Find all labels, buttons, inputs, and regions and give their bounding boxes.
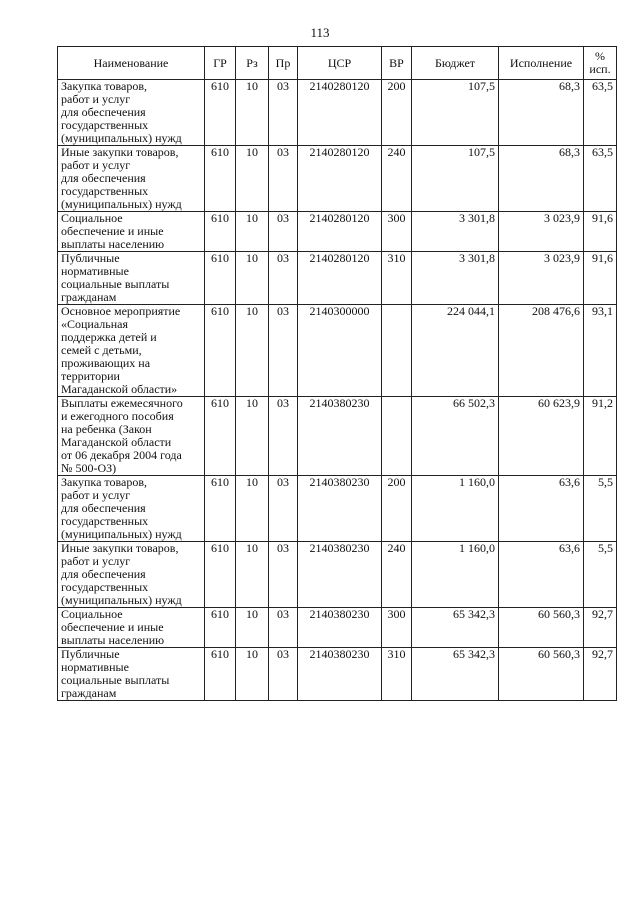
table-row xyxy=(58,146,617,212)
cell-pct: 91,6 xyxy=(584,212,617,252)
cell-csr: 2140380230 xyxy=(298,476,382,542)
cell-name: Основное мероприятие «Социальная поддержка детей и семей с детьми, проживающих на территории Магаданской области» xyxy=(58,305,205,397)
cell-budget: 224 044,1 xyxy=(412,305,499,397)
cell-name: Публичные нормативные социальные выплаты гражданам xyxy=(58,648,205,701)
cell-rz: 10 xyxy=(236,305,269,397)
header-vr: ВР xyxy=(382,47,412,80)
cell-gr: 610 xyxy=(205,397,236,476)
cell-csr: 2140380230 xyxy=(298,397,382,476)
cell-vr: 300 xyxy=(382,608,412,648)
cell-rz: 10 xyxy=(236,80,269,146)
cell-pr: 03 xyxy=(269,476,298,542)
cell-rz: 10 xyxy=(236,542,269,608)
cell-pct: 92,7 xyxy=(584,608,617,648)
cell-execution: 63,6 xyxy=(499,542,584,608)
cell-budget: 65 342,3 xyxy=(412,648,499,701)
cell-vr: 200 xyxy=(382,80,412,146)
cell-execution: 3 023,9 xyxy=(499,212,584,252)
cell-execution: 63,6 xyxy=(499,476,584,542)
header-pr: Пр xyxy=(269,47,298,80)
cell-gr: 610 xyxy=(205,476,236,542)
table-row xyxy=(58,212,617,252)
cell-pr: 03 xyxy=(269,397,298,476)
cell-pct: 5,5 xyxy=(584,542,617,608)
cell-pct: 63,5 xyxy=(584,80,617,146)
cell-csr: 2140380230 xyxy=(298,608,382,648)
page-number: 113 xyxy=(310,25,330,40)
cell-execution: 60 560,3 xyxy=(499,608,584,648)
cell-pr: 03 xyxy=(269,608,298,648)
cell-rz: 10 xyxy=(236,476,269,542)
cell-gr: 610 xyxy=(205,212,236,252)
cell-budget: 1 160,0 xyxy=(412,476,499,542)
cell-pct: 92,7 xyxy=(584,648,617,701)
cell-gr: 610 xyxy=(205,80,236,146)
cell-csr: 2140280120 xyxy=(298,80,382,146)
cell-execution: 60 623,9 xyxy=(499,397,584,476)
table-row xyxy=(58,648,617,701)
header-budget: Бюджет xyxy=(412,47,499,80)
table-row xyxy=(58,305,617,397)
cell-vr xyxy=(382,397,412,476)
cell-gr: 610 xyxy=(205,305,236,397)
cell-pr: 03 xyxy=(269,146,298,212)
cell-pct: 93,1 xyxy=(584,305,617,397)
cell-gr: 610 xyxy=(205,252,236,305)
cell-pct: 91,2 xyxy=(584,397,617,476)
cell-name: Иные закупки товаров, работ и услуг для обеспечения государственных (муниципальных) нужд xyxy=(58,542,205,608)
cell-name: Выплаты ежемесячного и ежегодного пособия на ребенка (Закон Магаданской области от 06 декабря 2004 года № 500-ОЗ) xyxy=(58,397,205,476)
cell-execution: 60 560,3 xyxy=(499,648,584,701)
cell-gr: 610 xyxy=(205,542,236,608)
table-row xyxy=(58,80,617,146)
cell-vr: 240 xyxy=(382,146,412,212)
table-row xyxy=(58,476,617,542)
cell-csr: 2140280120 xyxy=(298,212,382,252)
cell-name: Публичные нормативные социальные выплаты гражданам xyxy=(58,252,205,305)
cell-csr: 2140300000 xyxy=(298,305,382,397)
cell-csr: 2140380230 xyxy=(298,542,382,608)
cell-pr: 03 xyxy=(269,80,298,146)
header-pct-line1: % xyxy=(595,49,605,63)
cell-budget: 107,5 xyxy=(412,80,499,146)
cell-vr xyxy=(382,305,412,397)
cell-csr: 2140280120 xyxy=(298,146,382,212)
cell-csr: 2140280120 xyxy=(298,252,382,305)
cell-rz: 10 xyxy=(236,146,269,212)
header-execution: Исполнение xyxy=(499,47,584,80)
cell-rz: 10 xyxy=(236,397,269,476)
cell-pct: 91,6 xyxy=(584,252,617,305)
cell-pr: 03 xyxy=(269,542,298,608)
cell-vr: 310 xyxy=(382,252,412,305)
cell-budget: 107,5 xyxy=(412,146,499,212)
cell-pr: 03 xyxy=(269,648,298,701)
cell-gr: 610 xyxy=(205,648,236,701)
table-row xyxy=(58,608,617,648)
cell-vr: 200 xyxy=(382,476,412,542)
cell-name: Социальное обеспечение и иные выплаты населению xyxy=(58,608,205,648)
cell-pct: 63,5 xyxy=(584,146,617,212)
cell-rz: 10 xyxy=(236,608,269,648)
cell-name: Иные закупки товаров, работ и услуг для обеспечения государственных (муниципальных) нужд xyxy=(58,146,205,212)
cell-budget: 65 342,3 xyxy=(412,608,499,648)
cell-pct: 5,5 xyxy=(584,476,617,542)
cell-name: Социальное обеспечение и иные выплаты населению xyxy=(58,212,205,252)
cell-rz: 10 xyxy=(236,212,269,252)
cell-vr: 310 xyxy=(382,648,412,701)
cell-csr: 2140380230 xyxy=(298,648,382,701)
table-row xyxy=(58,397,617,476)
table-row xyxy=(58,542,617,608)
cell-name: Закупка товаров, работ и услуг для обеспечения государственных (муниципальных) нужд xyxy=(58,80,205,146)
header-rz: Рз xyxy=(236,47,269,80)
header-pct xyxy=(584,47,617,80)
table-header-row xyxy=(58,47,617,80)
cell-pr: 03 xyxy=(269,305,298,397)
cell-pr: 03 xyxy=(269,212,298,252)
cell-gr: 610 xyxy=(205,146,236,212)
cell-budget: 1 160,0 xyxy=(412,542,499,608)
table-row xyxy=(58,252,617,305)
cell-execution: 208 476,6 xyxy=(499,305,584,397)
cell-execution: 68,3 xyxy=(499,146,584,212)
cell-execution: 68,3 xyxy=(499,80,584,146)
header-name: Наименование xyxy=(58,47,205,80)
cell-vr: 300 xyxy=(382,212,412,252)
cell-execution: 3 023,9 xyxy=(499,252,584,305)
header-gr: ГР xyxy=(205,47,236,80)
cell-rz: 10 xyxy=(236,252,269,305)
cell-vr: 240 xyxy=(382,542,412,608)
cell-pr: 03 xyxy=(269,252,298,305)
cell-budget: 3 301,8 xyxy=(412,212,499,252)
cell-budget: 3 301,8 xyxy=(412,252,499,305)
header-pct-line2: исп. xyxy=(589,62,611,76)
cell-name: Закупка товаров, работ и услуг для обеспечения государственных (муниципальных) нужд xyxy=(58,476,205,542)
cell-gr: 610 xyxy=(205,608,236,648)
budget-execution-table xyxy=(57,46,617,701)
cell-budget: 66 502,3 xyxy=(412,397,499,476)
cell-rz: 10 xyxy=(236,648,269,701)
header-csr: ЦСР xyxy=(298,47,382,80)
